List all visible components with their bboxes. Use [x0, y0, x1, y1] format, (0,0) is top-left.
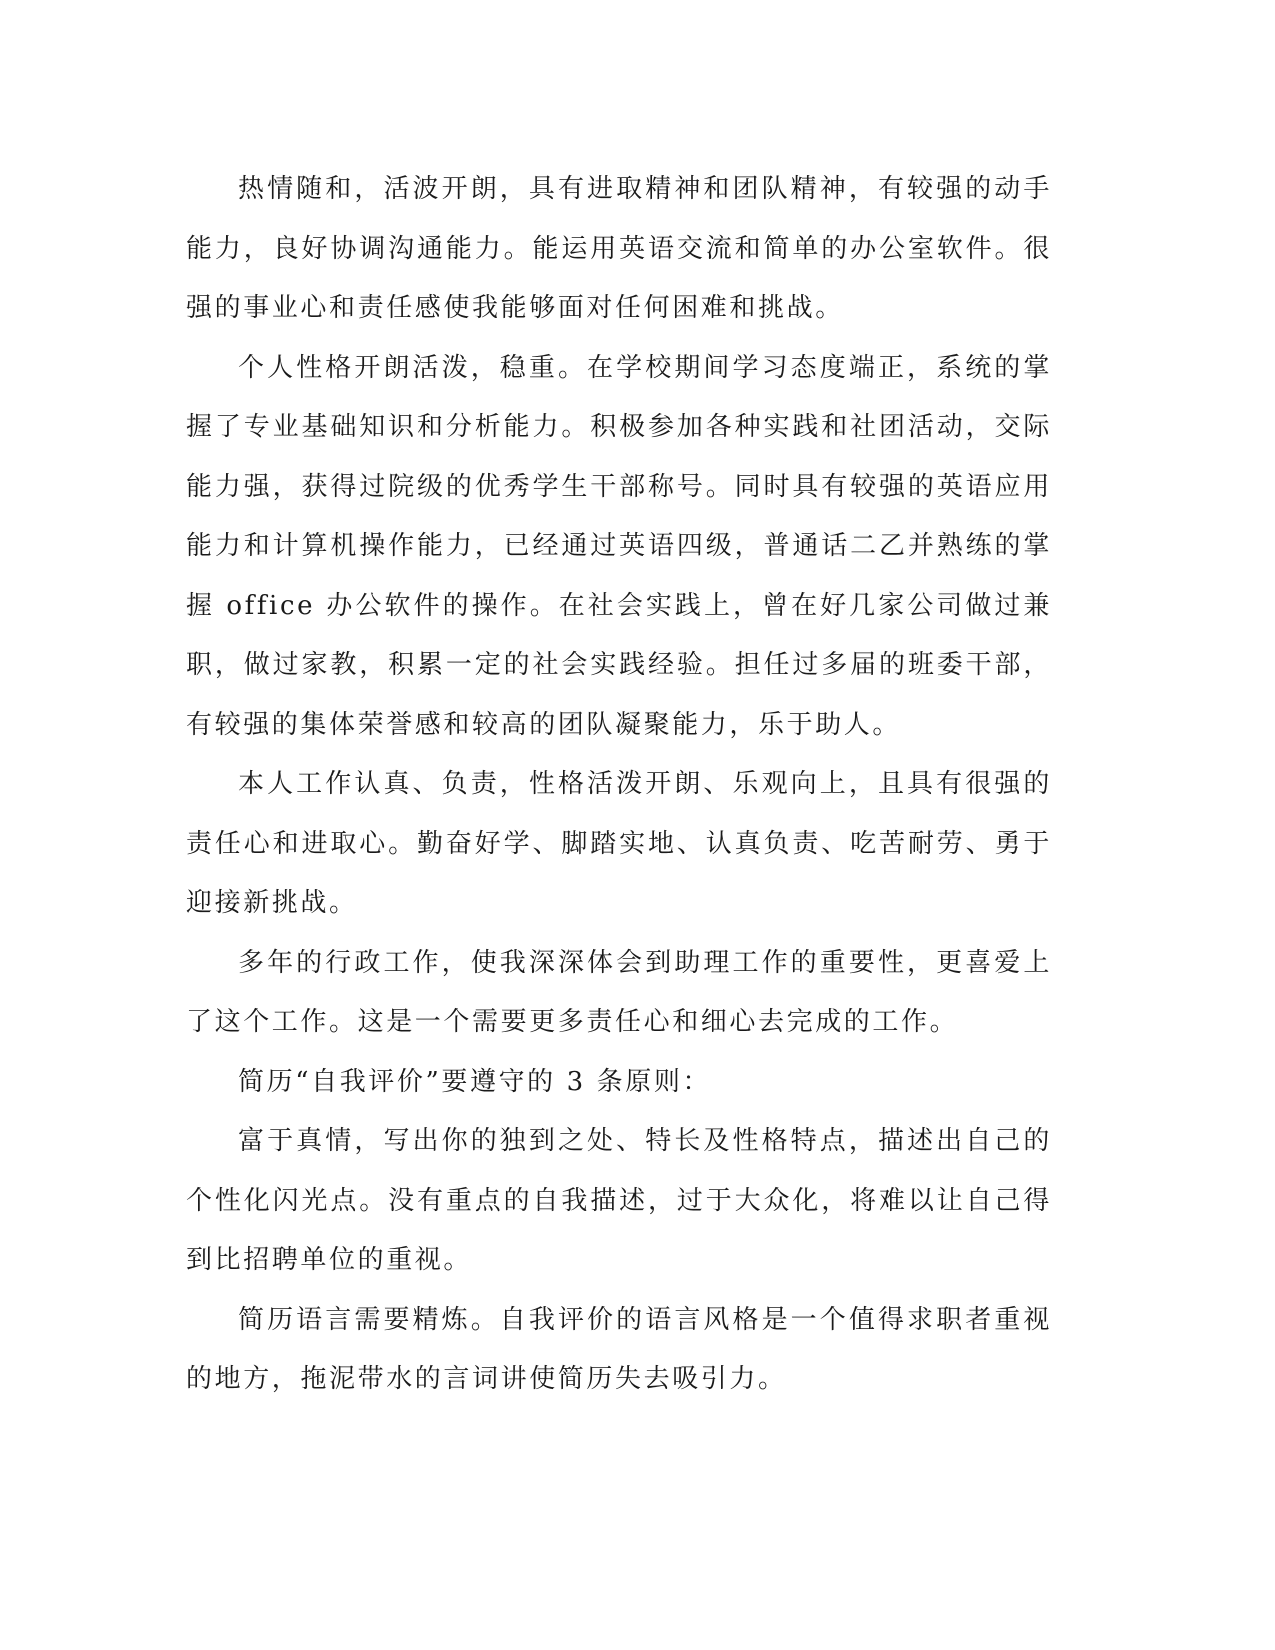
paragraph: 本人工作认真、负责，性格活泼开朗、乐观向上，且具有很强的责任心和进取心。勤奋好学、脚踏实地、认真负责、吃苦耐劳、勇于迎接新挑战。	[186, 769, 1052, 918]
paragraph: 简历语言需要精炼。自我评价的语言风格是一个值得求职者重视的地方，拖泥带水的言词讲使简历失去吸引力。	[186, 1304, 1052, 1394]
section-heading: 简历“自我评价”要遵守的 3 条原则：	[238, 1066, 712, 1097]
paragraph: 个人性格开朗活泼，稳重。在学校期间学习态度端正，系统的掌握了专业基础知识和分析能力。积极参加各种实践和社团活动，交际能力强，获得过院级的优秀学生干部称号。同时具有较强的英语应用能力和计算机操作能力，已经通过英语四级，普通话二乙并熟练的掌握 office 办公软件的操作。在社会实践上，曾在好几家公司做过兼职，做过家教，积累一定的社会实践经验。担任过多届的班委干部，有较强的集体荣誉感和较高的团队凝聚能力，乐于助人。	[186, 352, 1052, 740]
paragraph: 热情随和，活波开朗，具有进取精神和团队精神，有较强的动手能力，良好协调沟通能力。能运用英语交流和简单的办公室软件。很强的事业心和责任感使我能够面对任何困难和挑战。	[186, 174, 1052, 323]
document-body	[186, 160, 1052, 1410]
paragraph: 多年的行政工作，使我深深体会到助理工作的重要性，更喜爱上了这个工作。这是一个需要更多责任心和细心去完成的工作。	[186, 947, 1052, 1037]
paragraph: 富于真情，写出你的独到之处、特长及性格特点，描述出自己的个性化闪光点。没有重点的自我描述，过于大众化，将难以让自己得到比招聘单位的重视。	[186, 1126, 1052, 1275]
